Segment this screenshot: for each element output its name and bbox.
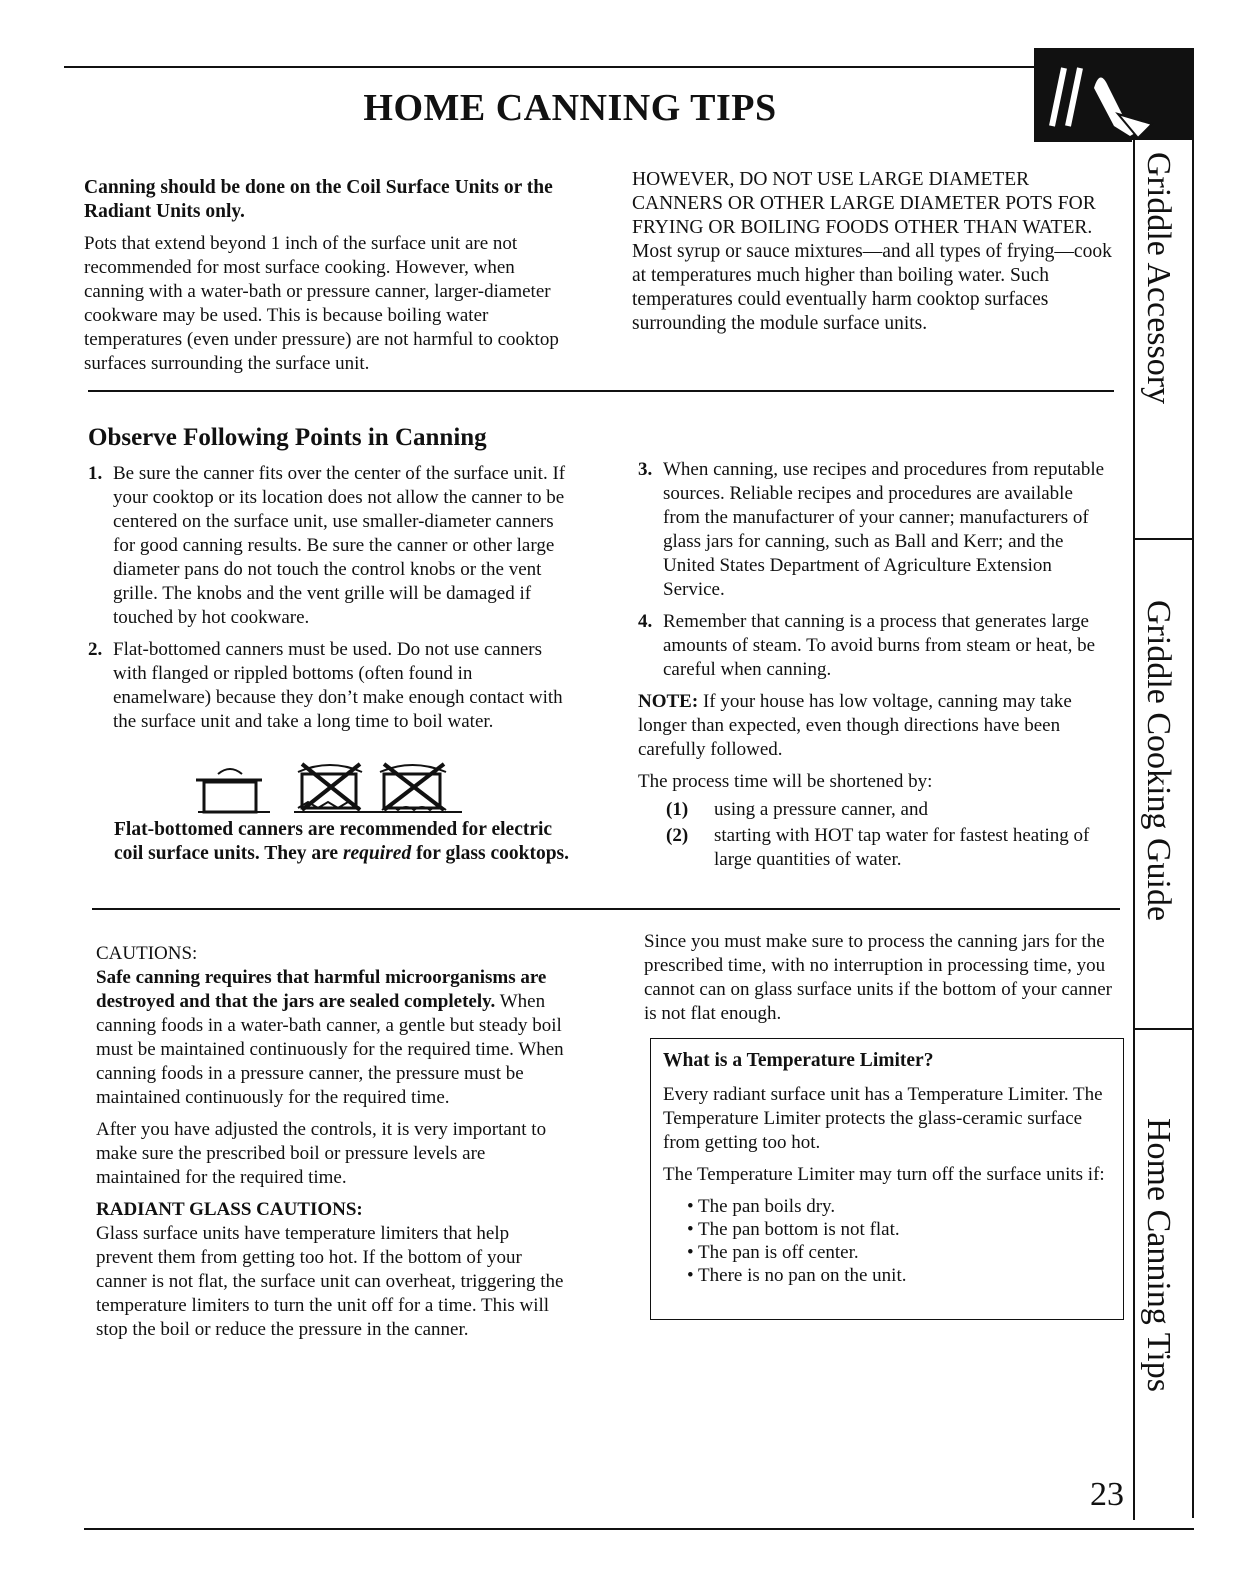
- process-text: using a pressure canner, and: [714, 799, 928, 820]
- limiter-title: What is a Temperature Limiter?: [663, 1050, 934, 1071]
- point-text: Be sure the canner fits over the center of the surface unit. If your cooktop or its location does not allow the canner to be centered on the surface unit, use smaller-diameter canners for good canning results. Be sure the canner or other large diameter pans do not touch the control knobs or the vent grille. The knobs and the vent grille will be damaged if touched by hot cookware.: [113, 463, 566, 628]
- process-number: (1): [666, 799, 689, 820]
- tab-left-border: [1133, 140, 1135, 1520]
- radiant-text: Glass surface units have temperature limiters that help prevent them from getting too hot. If the bottom of your canner is not flat, the surface unit can overheat, triggering the temperature limiters to turn the unit off for a time. This will stop the boil or reduce the pressure in the canner.: [96, 1223, 564, 1340]
- point-text: Remember that canning is a process that generates large amounts of steam. To avoid burns from steam or heat, be careful when canning.: [663, 611, 1096, 680]
- intro-left: [84, 176, 570, 384]
- cautions-right: [644, 930, 1120, 1034]
- cautions-body: [96, 966, 570, 1110]
- caption-emphasis: required: [342, 843, 412, 864]
- tab-divider-2: [1133, 1028, 1194, 1030]
- point-2: [88, 638, 566, 734]
- process-text: starting with HOT tap water for fastest heating of large quantities of water.: [714, 825, 1090, 870]
- temperature-limiter-box: [650, 1038, 1124, 1320]
- point-1: [88, 462, 566, 630]
- point-number: 3.: [638, 459, 653, 480]
- canner-illustration: [190, 760, 470, 816]
- page-number: 23: [1090, 1476, 1124, 1513]
- note-text: If your house has low voltage, canning may take longer than expected, even though directions have been carefully followed.: [638, 691, 1072, 760]
- point-text: Flat-bottomed canners must be used. Do not use canners with flanged or rippled bottoms (often found in enamelware) because they don’t make enough contact with the surface unit and take a long time to boil water.: [113, 639, 563, 732]
- limiter-bullet: • The pan is off center.: [687, 1242, 859, 1263]
- limiter-bullet: • There is no pan on the unit.: [687, 1265, 907, 1286]
- point-3: [638, 458, 1114, 602]
- page-title: HOME CANNING TIPS: [363, 87, 777, 129]
- point-number: 4.: [638, 611, 653, 632]
- canner-caption: [114, 818, 574, 874]
- cautions-left: [96, 942, 570, 1350]
- intro-heading: Canning should be done on the Coil Surface Units or the Radiant Units only.: [84, 177, 553, 222]
- tab-home-canning-tips: Home Canning Tips: [1140, 1118, 1177, 1392]
- tab-divider-1: [1133, 538, 1194, 540]
- tab-griddle-accessory: Griddle Accessory: [1140, 152, 1177, 405]
- cautions-bold: Safe canning requires that harmful microorganisms are destroyed and that the jars are sealed completely.: [96, 967, 547, 1012]
- limiter-bullet: • The pan boils dry.: [687, 1196, 836, 1217]
- radiant-heading: RADIANT GLASS CAUTIONS:: [96, 1199, 363, 1220]
- note-label: NOTE:: [638, 691, 699, 712]
- bottom-rule: [84, 1528, 1194, 1530]
- section-rule-2: [92, 908, 1120, 910]
- intro-right: [632, 168, 1116, 344]
- section-rule-1: [88, 390, 1114, 392]
- note: [638, 690, 1114, 762]
- tab-griddle-cooking-guide: Griddle Cooking Guide: [1140, 600, 1177, 922]
- top-rule: [64, 66, 1194, 68]
- cautions-text2: After you have adjusted the controls, it is very important to make sure the prescribed boil or pressure levels are maintained for the required time.: [96, 1119, 547, 1188]
- point-text: When canning, use recipes and procedures from reputable sources. Reliable recipes and procedures are available from the manufacturer of your canner; manufacturers of glass jars for canning, such as Ball and Kerr; and the United States Department of Agriculture Extension Service.: [663, 459, 1105, 600]
- observe-title: Observe Following Points in Canning: [88, 424, 487, 451]
- cautions-heading: CAUTIONS:: [96, 943, 198, 964]
- process-number: (2): [666, 825, 689, 846]
- limiter-bullet: • The pan bottom is not flat.: [687, 1219, 900, 1240]
- right-border: [1192, 48, 1194, 1518]
- intro-body: Pots that extend beyond 1 inch of the surface unit are not recommended for most surface cooking. However, when canning with a water-bath or pressure canner, larger-diameter cookware may be used. This is because boiling water temperatures (even under pressure) are not harmful to cooktop surfaces surrounding the surface unit.: [84, 233, 559, 374]
- canner-pots-icon: [190, 760, 470, 816]
- point-4: [638, 610, 1114, 682]
- point-number: 1.: [88, 463, 103, 484]
- point-number: 2.: [88, 639, 103, 660]
- observe-right: [638, 458, 1114, 874]
- cautions-right-text: Since you must make sure to process the canning jars for the prescribed time, with no interruption in processing time, you cannot can on glass surface units if the bottom of your canner is not flat enough.: [644, 931, 1112, 1024]
- cautions-text1: When canning foods in a water-bath canner, a gentle but steady boil must be maintained continuously for the required time. When canning foods in a pressure canner, the pressure must be maintained continuously for the required time.: [96, 991, 564, 1108]
- caption-part2: for glass cooktops.: [411, 843, 570, 864]
- process-item-1: [638, 798, 1114, 822]
- intro-warning: HOWEVER, DO NOT USE LARGE DIAMETER CANNERS OR OTHER LARGE DIAMETER POTS FOR FRYING OR BOILING FOODS OTHER THAN WATER. Most syrup or sauce mixtures—and all types of frying—cook at temperatures much higher than boiling water. Such temperatures could eventually harm cooktop surfaces surrounding the module surface units.: [632, 169, 1112, 334]
- limiter-p2: The Temperature Limiter may turn off the surface units if:: [663, 1164, 1105, 1185]
- process-intro: The process time will be shortened by:: [638, 771, 933, 792]
- process-item-2: [638, 824, 1114, 872]
- caption-part1: Flat-bottomed canners are recommended for electric coil surface units. They are: [114, 819, 553, 864]
- observe-left: [88, 424, 566, 742]
- limiter-p1: Every radiant surface unit has a Temperature Limiter. The Temperature Limiter protects the glass-ceramic surface from getting too hot.: [663, 1084, 1103, 1153]
